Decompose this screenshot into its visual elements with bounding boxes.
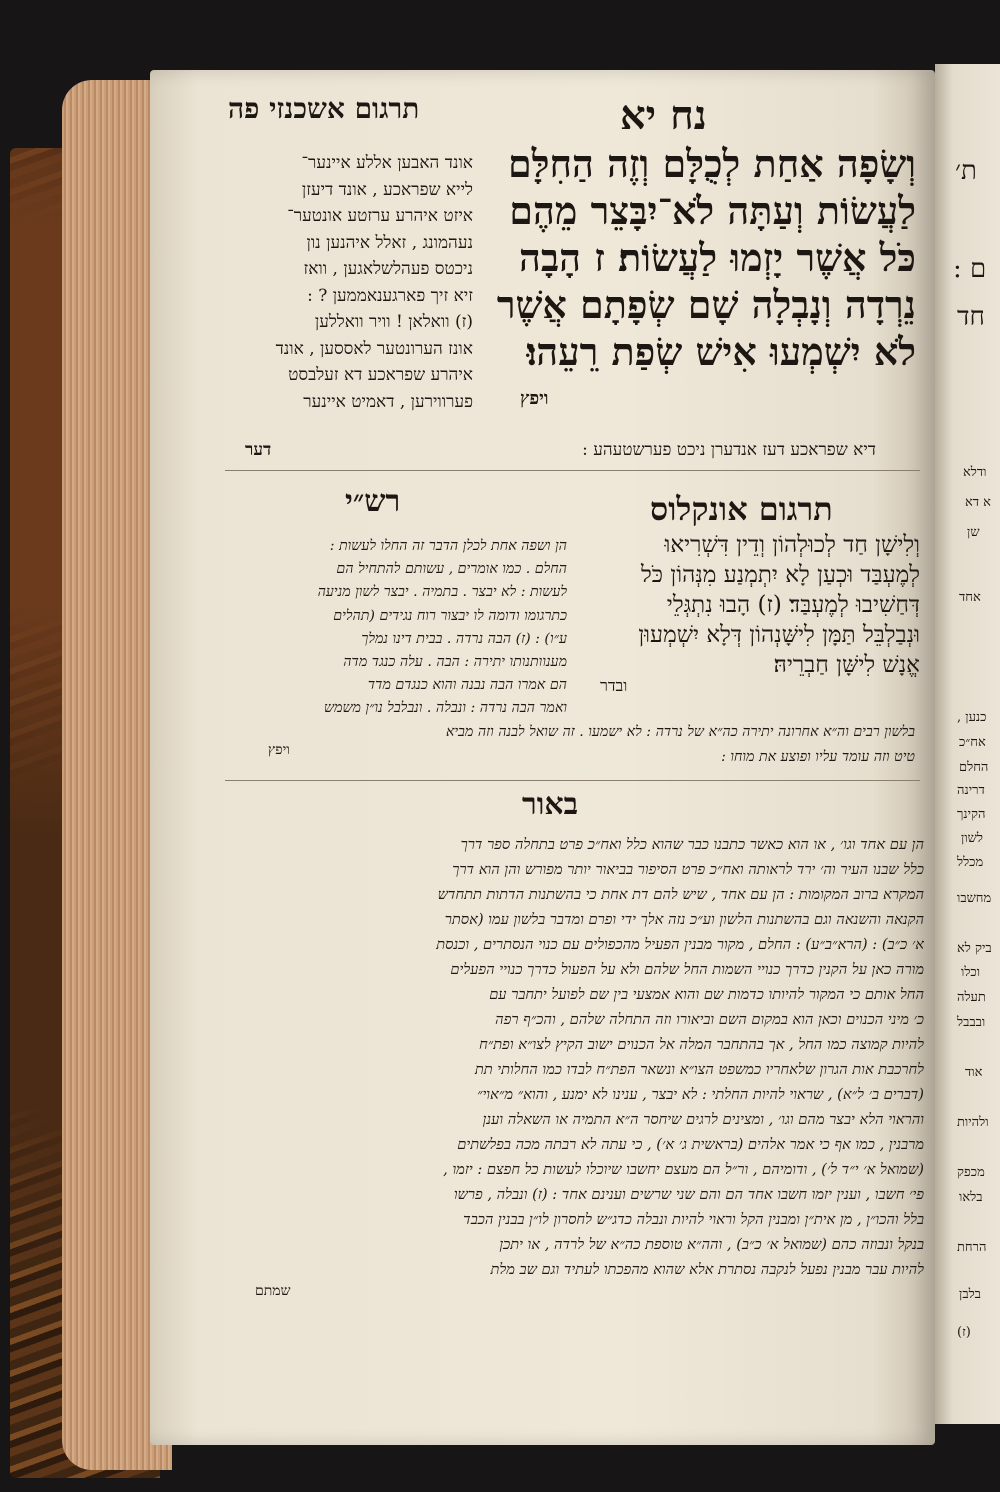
section-divider — [225, 780, 920, 781]
onkelos-line: וְלִישָׁן חַד לְכוּלְהוֹן וְדֵין דִּשְׁרִיאוּ — [664, 532, 920, 558]
rashi-line: בלשון רבים וה״א אחרונה יתירה כה״א של נרדה : לא ישמעו . זה שואל לבנה וזה מביא — [445, 724, 915, 740]
biur-line: והראוי הלא יבצר מהם וגו׳ , ומצינים לרגים שיחסר ה״א התמיה או השאלה וענן — [482, 1111, 924, 1128]
yiddish-line: איזט איהרע ערזטע אונטער־ — [287, 206, 473, 226]
verse-catchword: ויפץ — [520, 388, 549, 409]
biur-line: לחרכבת אות הגרון שלאחריו כמשפט הצו״א ונשאר הפת״ח לבדו כמו החלותי תת — [474, 1061, 924, 1078]
biur-line: (דברים ב׳ ל״א) , שראוי להיות החלתי : לא יבצר , ענינו לא ימנע , והוא״ מ״אוי״ — [476, 1086, 924, 1103]
yiddish-line: איהרע שפראכע דא זעלבסט — [288, 365, 473, 385]
facing-fragment: תעלה — [957, 990, 986, 1005]
biur-text — [212, 832, 924, 1282]
biur-line: להיות קמוצה כמו החל , אך בהתחבר המלה אל הכנוים ישוב הקיץ לצו״א ופת״ח — [479, 1036, 924, 1053]
biur-line: (שמואל א׳ י״ד ל׳) , ודומיהם , ור״ל הם מעצם יחשבו שיוכלו לעשות כל חפצם : יזמו , — [443, 1161, 924, 1178]
facing-fragment: ביק לא — [957, 941, 992, 956]
facing-fragment: הרחת — [957, 1240, 987, 1255]
rashi-text — [215, 535, 567, 721]
facing-fragment: (ז) — [957, 1325, 971, 1340]
yiddish-line: אונד האבען אללע איינער־ — [301, 153, 473, 173]
yiddish-catchword: דער — [245, 440, 272, 460]
yiddish-line: נעהמונג , זאלל איהנען נון — [306, 232, 473, 253]
biur-line: החל אותם כי המקור להיותו כדמות שם והוא אמצעי בין שם לפועל יתחבר עם — [489, 986, 924, 1003]
rashi-continuation — [215, 720, 915, 770]
biur-line: א׳ כ״ב) : (הרא״ב״ע) : החלם , מקור מבנין הפעיל מהכפולים עם כנוי הנסתרים , וכנסת — [436, 936, 924, 953]
facing-fragment: בלבן — [959, 1287, 981, 1302]
yiddish-continuation: דיא שפראכע דעז אנדערן ניכט פערשטעהע : — [582, 440, 876, 460]
verse-line: לֹא יִשְׁמְעוּ אִישׁ שְׂפַת רֵעֵהוּ׃ — [526, 329, 916, 374]
facing-fragment: ם : — [953, 254, 987, 284]
onkelos-catchword: ובדר — [600, 676, 628, 695]
onkelos-line: וּנְבַלְבֵּל תַּמָּן לִישָּׁנְהוֹן דְּלָא יִשְׁמְעוּן — [638, 622, 920, 648]
facing-fragment: חד — [957, 302, 985, 332]
facing-fragment: מכלל — [957, 855, 984, 870]
facing-fragment: אוד — [965, 1065, 983, 1080]
verse-text — [488, 140, 916, 375]
facing-fragment: מכפק — [957, 1165, 985, 1180]
facing-page-strip — [935, 64, 1000, 1424]
biur-line: מרבנין , כמו אף כי אמר אלהים (בראשית ג׳ א׳) , כי עתה לא רבתה מכה בפלשתים — [457, 1136, 924, 1153]
biur-line: מורה כאן על הקנין כדרך כנויי השמות החל שלהם ולא על הפעול כדרך כנויי הפעלים — [450, 961, 924, 978]
rashi-line: מענוותנותו יתירה : הבה . עלה כנגד מדה — [343, 654, 567, 671]
running-head-chapter: נח יא — [620, 92, 707, 139]
facing-fragment: כנען , — [957, 710, 987, 725]
onkelos-title: תרגום אונקלוס — [650, 490, 833, 528]
rashi-catchword: ויפץ — [268, 742, 290, 758]
facing-fragment: שן — [967, 525, 980, 540]
facing-fragment: החלם — [959, 760, 989, 775]
biur-line: להיות עבר מבנין נפעל לנקבה נסתרת אלא שהוא מהפכתו לעתיד וגם שב מלת — [490, 1261, 924, 1278]
biur-catchword: שמתם — [255, 1283, 291, 1299]
yiddish-line: זיא זיך פארגענאממען ? : — [307, 285, 473, 306]
onkelos-line: אֱנָשׁ לִישָּׁן חַבְרֵיהּ׃ — [773, 652, 920, 678]
facing-fragment: דרינה — [957, 783, 985, 798]
biur-line: פי׳ חשבו , וענין יזמו חשבו אחד הם והם שני שרשים וענינם אחד : (ז) ונבלה , פרשו — [453, 1186, 924, 1203]
biur-line: כ׳ מיני הכנוים וכאן הוא במקום השם וביאורו וזה התחלה שלהם , והכ״ף רפה — [495, 1011, 924, 1028]
facing-fragment: הקינך — [957, 807, 986, 822]
rashi-line: טיט וזה עומד עליו ופוצע את מוחו : — [721, 749, 915, 765]
biur-line: בלל והכו״ן , מן אית״ן ומבנין הקל וראוי להיות ונבלה כדג״ש לחסרון לו״ן בבנין הכבד — [463, 1211, 924, 1228]
facing-fragment: מחשבו — [957, 891, 992, 906]
onkelos-line: דְּחַשִׁיבוּ לְמֶעְבַּד׃ (ז) הָבוּ נִתְגְּלֵי — [666, 592, 920, 618]
biur-line: הן עם אחד וגו׳ , או הוא כאשר כתבנו כבר שהוא כלל ואח״כ פרט בתחלה ספר דרך — [460, 836, 924, 853]
section-divider — [225, 470, 920, 471]
onkelos-text — [568, 530, 920, 680]
facing-fragment: בלאו — [959, 1190, 983, 1205]
verse-line: לַעֲשׂוֹת וְעַתָּה לֹא־יִבָּצֵר מֵהֶם — [509, 188, 916, 233]
rashi-title: רש״י — [345, 484, 401, 519]
facing-fragment: וכלו — [961, 965, 981, 980]
facing-fragment: ובבבל — [957, 1015, 986, 1030]
onkelos-line: לְמֶעְבַּד וּכְעַן לָא יִתְמְנַע מִנְּהוֹן כֹּל — [641, 562, 920, 588]
biur-line: כלל שבנו העיר וה׳ ירד לראותה ואח״כ פרט הסיפור בביאור יותר מפורש והן הוא דרך — [452, 861, 924, 878]
yiddish-line: ניכטס פעהלשלאגען , וואז — [303, 259, 473, 279]
rashi-line: כתרגומו ודומה לו יבצור רוח נגידים (תהלים — [333, 607, 567, 624]
yiddish-line: פערווירען , דאמיט איינער — [303, 391, 473, 412]
rashi-line: ואמר הבה נרדה : ונבלה . ונבלבל נו״ן משמש — [324, 700, 567, 717]
biur-line: בנקל ונבוזה כהם (שמואל א׳ כ״ב) , והה״א טוספת כה״א של לרדה , או יתכן — [499, 1236, 924, 1253]
facing-fragment: ודלא — [963, 465, 987, 480]
yiddish-line: אונז הערונטער לאססען , אונד — [275, 338, 473, 359]
facing-fragment: אח״כ — [959, 735, 986, 750]
rashi-line: הן ושפה אחת לכלן הדבר זה החלו לעשות : — [329, 538, 567, 554]
yiddish-line: לייא שפראכע , אונד דיעזן — [301, 179, 473, 200]
facing-fragment: ת׳ — [955, 156, 977, 186]
facing-fragment: ולהיות — [957, 1115, 989, 1130]
running-head-translation: תרגום אשכנזי פה — [228, 92, 420, 125]
facing-fragment: אחד — [959, 590, 981, 605]
verse-line: וְשָׂפָה אַחַת לְכֻלָּם וְזֶה הַחִלָּם — [508, 141, 916, 186]
rashi-line: לעשות : לא יבצר . בתמיה . יבצר לשון מניעה — [317, 584, 567, 601]
verse-line: נֵרְדָה וְנָבְלָה שָׁם שְׂפָתָם אֲשֶׁר — [496, 282, 916, 327]
facing-fragment: א דא — [965, 495, 991, 510]
verse-line: כֹּל אֲשֶׁר יָזְמוּ לַעֲשׂוֹת׃ ז הָבָה — [519, 235, 916, 280]
biur-title: באור — [522, 787, 579, 822]
biur-line: הקנאה והשנאה וגם בהשתנות הלשון וע״כ נזה אלך ידי ופרם ומדבר בלשון עמו (אסתר — [444, 911, 924, 928]
biur-line: המקרא ברוב המקומות : הן עם אחד , שיש להם דת אחת כי בהשתנות הדתות תתחדש — [437, 886, 924, 903]
rashi-line: החלם . כמו אומרים , עשותם להתחיל הם — [336, 561, 567, 578]
yiddish-line: (ז) וואלאן ! וויר וואללען — [314, 312, 473, 332]
rashi-line: הם אמרו הבה נבנה והוא כנגדם מדד — [367, 677, 567, 694]
rashi-line: ע״ו) : (ז) הבה נרדה . בבית דינו נמלך — [361, 630, 567, 647]
facing-fragment: לשון — [961, 831, 983, 846]
yiddish-translation — [228, 150, 473, 415]
